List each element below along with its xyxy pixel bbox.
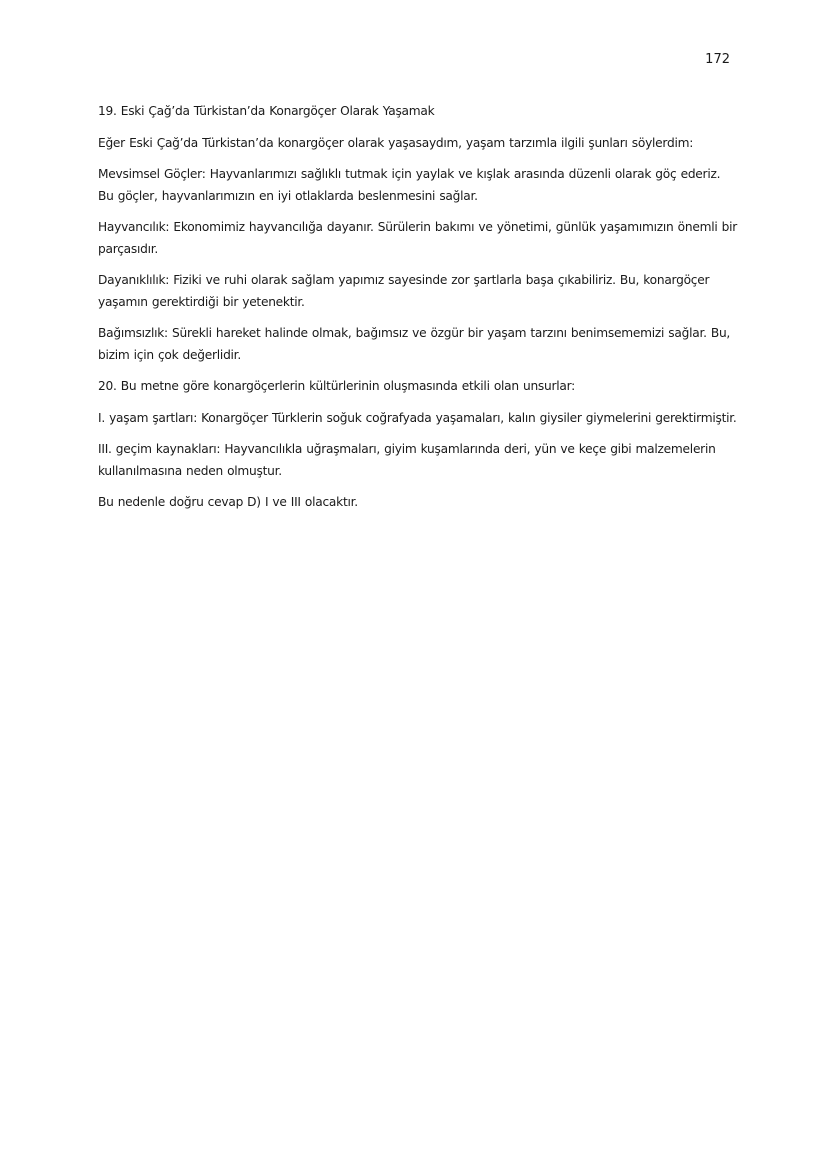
- livelihood-paragraph: III. geçim kaynakları: Hayvancılıkla uğraşmaları, giyim kuşamlarında deri, yün ve keçe gibi malzemelerin kullanılmasına neden olmuştur.: [98, 442, 716, 478]
- question-19-title: 19. Eski Çağ’da Türkistan’da Konargöçer Olarak Yaşamak: [98, 104, 435, 118]
- seasonal-migration-paragraph: Mevsimsel Göçler: Hayvanlarımızı sağlıklı tutmak için yaylak ve kışlak arasında düzenli olarak göç ederiz. Bu göçler, hayvanlarımızın en iyi otlaklarda beslenmesini sağlar.: [98, 167, 721, 203]
- document-body: [98, 101, 738, 524]
- intro-paragraph: Eğer Eski Çağ’da Türkistan’da konargöçer olarak yaşasaydım, yaşam tarzımla ilgili şunları söylerdim:: [98, 135, 694, 150]
- independence-paragraph: Bağımsızlık: Sürekli hareket halinde olmak, bağımsız ve özgür bir yaşam tarzını benimsememizi sağlar. Bu, bizim için çok değerlidir.: [98, 326, 731, 362]
- endurance-paragraph: Dayanıklılık: Fiziki ve ruhi olarak sağlam yapımız sayesinde zor şartlarla başa çıkabiliriz. Bu, konargöçer yaşamın gerektirdiği bir yetenektir.: [98, 273, 710, 309]
- page-number: 172: [705, 52, 730, 67]
- animal-husbandry-paragraph: Hayvancılık: Ekonomimiz hayvancılığa dayanır. Sürülerin bakımı ve yönetimi, günlük yaşamımızın önemli bir parçasıdır.: [98, 220, 737, 256]
- answer-paragraph: Bu nedenle doğru cevap D) I ve III olacaktır.: [98, 495, 358, 509]
- question-20-title: 20. Bu metne göre konargöçerlerin kültürlerinin oluşmasında etkili olan unsurlar:: [98, 379, 576, 393]
- living-conditions-paragraph: I. yaşam şartları: Konargöçer Türklerin soğuk coğrafyada yaşamaları, kalın giysiler giymelerini gerektirmiştir.: [98, 410, 737, 425]
